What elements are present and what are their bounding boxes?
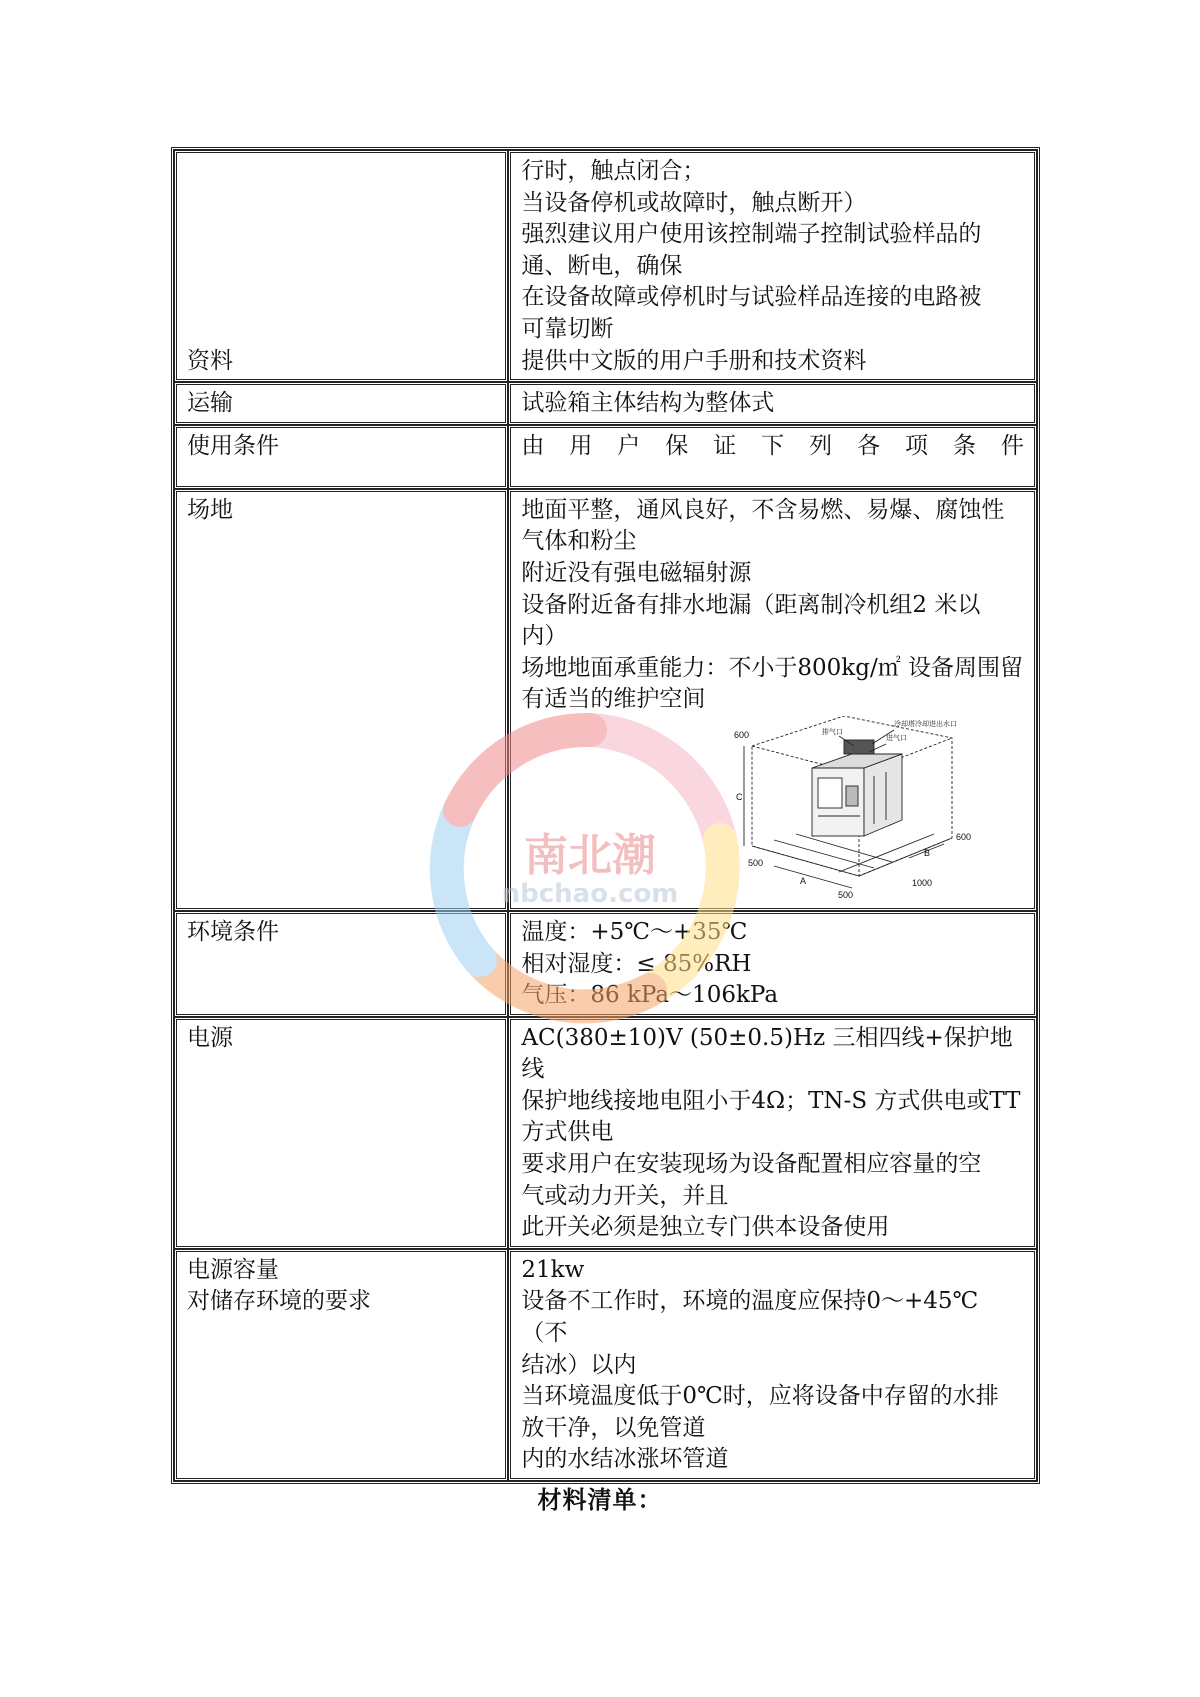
value-line: 方式供电	[521, 1119, 614, 1146]
value-line: 内）	[521, 623, 568, 650]
value-line: 此开关必须是独立专门供本设备使用	[521, 1214, 890, 1241]
row-label: 使用条件	[187, 432, 279, 459]
dim-bottom: 1000	[912, 877, 933, 888]
spread-char: 列	[809, 432, 833, 459]
spread-char: 用	[569, 432, 593, 459]
value-line: 气压：86 kPa～106kPa	[521, 982, 779, 1009]
row-label-cell	[174, 150, 508, 382]
table-row	[174, 1249, 1037, 1481]
materials-list-heading: 材料清单：	[537, 1485, 663, 1514]
spread-char: 项	[905, 432, 929, 459]
value-line: 可靠切断	[521, 315, 614, 342]
value-line: AC(380±10)V (50±0.5)Hz 三相四线+保护地线	[521, 1024, 1013, 1083]
row-value-cell	[508, 1017, 1037, 1249]
value-line: 要求用户在安装现场为设备配置相应容量的空	[521, 1151, 982, 1178]
value-line: 地面平整，通风良好，不含易燃、易爆、腐蚀性	[521, 496, 1005, 523]
value-line: 结冰）以内	[521, 1351, 637, 1378]
dim-top: 600	[734, 729, 750, 740]
watermark-cn: 南北潮	[524, 830, 656, 881]
dim-left: C	[736, 791, 743, 802]
value-line: 当设备停机或故障时，触点断开）	[521, 189, 867, 216]
dim-right: 600	[956, 831, 972, 842]
row-label-cell	[174, 425, 508, 489]
table-row	[174, 489, 1037, 911]
table-row	[174, 425, 1037, 489]
note-cooling-water: 冷却塔冷却进出水口	[894, 719, 957, 728]
value-line: 21kw	[521, 1256, 585, 1283]
spread-text	[521, 431, 1024, 463]
value-line: 通、断电，确保	[521, 252, 683, 279]
row-label: 电源容量	[187, 1256, 279, 1283]
spread-char: 由	[521, 432, 545, 459]
site-layout-diagram	[521, 716, 1024, 906]
dim-front-left: 500	[748, 857, 764, 868]
value-line: 保护地线接地电阻小于4Ω；TN-S 方式供电或TT	[521, 1087, 1021, 1114]
dim-front-right: 500	[838, 889, 854, 900]
spread-char: 户	[617, 432, 641, 459]
row-value-cell	[508, 150, 1037, 382]
value-line: 设备不工作时，环境的温度应保持0～+45℃（不	[521, 1288, 979, 1347]
spread-char: 下	[761, 432, 785, 459]
spread-char: 各	[857, 432, 881, 459]
table-row	[174, 911, 1037, 1017]
value-line: 场地地面承重能力：不小于800kg/㎡ 设备周围留	[521, 654, 1024, 681]
value-line: 温度：+5℃～+35℃	[521, 918, 748, 945]
value-line: 相对湿度：≤ 85%RH	[521, 950, 752, 977]
row-label: 电源	[187, 1024, 233, 1051]
spread-char: 证	[713, 432, 737, 459]
spread-char: 保	[665, 432, 689, 459]
value-line: 有适当的维护空间	[521, 686, 706, 713]
value-line: 气体和粉尘	[521, 528, 637, 555]
value-line: 提供中文版的用户手册和技术资料	[521, 347, 867, 374]
note-exhaust: 排气口	[822, 727, 843, 736]
spread-char: 条	[952, 432, 976, 459]
row-value-cell	[508, 1249, 1037, 1481]
row-label: 对储存环境的要求	[187, 1288, 371, 1315]
row-label-cell	[174, 1249, 508, 1481]
row-label-cell	[174, 1017, 508, 1249]
row-label-cell	[174, 489, 508, 911]
spec-table	[171, 147, 1040, 1484]
value-line: 当环境温度低于0℃时，应将设备中存留的水排	[521, 1383, 999, 1410]
table-row	[174, 382, 1037, 425]
value-line: 内的水结冰涨坏管道	[521, 1446, 729, 1473]
value-line: 气或动力开关，并且	[521, 1182, 729, 1209]
row-value-cell	[508, 489, 1037, 911]
value-line: 强烈建议用户使用该控制端子控制试验样品的	[521, 221, 982, 248]
row-label: 场地	[187, 496, 233, 523]
dim-side-b: B	[924, 847, 931, 858]
watermark-en: nbchao.com	[501, 879, 679, 909]
value-line: 放干净，以免管道	[521, 1414, 706, 1441]
value-line: 在设备故障或停机时与试验样品连接的电路被	[521, 284, 982, 311]
row-label: 环境条件	[187, 918, 279, 945]
table-row	[174, 1017, 1037, 1249]
table-row	[174, 150, 1037, 382]
row-value-cell	[508, 425, 1037, 489]
row-label-cell	[174, 382, 508, 425]
equipment-clearance-diagram	[734, 716, 984, 906]
spread-char: 件	[1000, 432, 1024, 459]
note-intake: 进气口	[886, 733, 907, 742]
value-line: 附近没有强电磁辐射源	[521, 559, 752, 586]
row-label: 资料	[187, 347, 233, 374]
value-line: 行时，触点闭合；	[521, 158, 706, 184]
row-value-cell	[508, 911, 1037, 1017]
row-label-cell	[174, 911, 508, 1017]
value-line: 设备附近备有排水地漏（距离制冷机组2 米以	[521, 591, 981, 618]
row-label: 运输	[187, 390, 233, 417]
value-line: 试验箱主体结构为整体式	[521, 390, 775, 417]
dim-front-a: A	[800, 875, 807, 886]
row-value-cell	[508, 382, 1037, 425]
